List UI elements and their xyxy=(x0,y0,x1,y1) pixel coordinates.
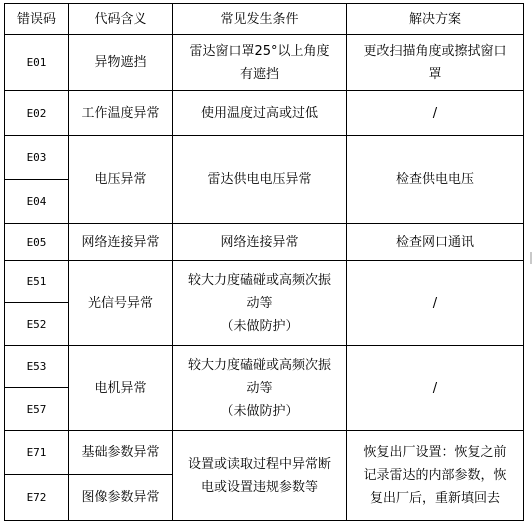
header-condition: 常见发生条件 xyxy=(173,4,347,35)
condition-cell: 使用温度过高或过低 xyxy=(173,91,347,136)
condition-line: 电或设置违规参数等 xyxy=(200,479,318,495)
code-meaning-cell: 光信号异常 xyxy=(69,261,173,346)
error-code-table xyxy=(4,3,524,521)
solution-line: 罩 xyxy=(428,66,442,82)
condition-line: 较大力度磕碰或高频次振 xyxy=(187,272,331,288)
code-meaning-cell: 图像参数异常 xyxy=(69,475,173,521)
table-row xyxy=(5,346,524,388)
solution-cell xyxy=(347,431,524,521)
table-row xyxy=(5,261,524,303)
header-error-code: 错误码 xyxy=(5,4,69,35)
header-row xyxy=(5,4,524,35)
condition-cell xyxy=(173,346,347,431)
error-code-cell: E57 xyxy=(5,388,69,431)
solution-cell: 检查供电电压 xyxy=(347,136,524,224)
code-meaning-cell: 电压异常 xyxy=(69,136,173,224)
error-code-cell: E71 xyxy=(5,431,69,475)
code-meaning-cell: 异物遮挡 xyxy=(69,35,173,91)
error-code-cell: E51 xyxy=(5,261,69,303)
condition-line: 有遮挡 xyxy=(239,66,279,82)
table-row xyxy=(5,431,524,475)
error-code-cell: E05 xyxy=(5,224,69,261)
condition-line: 动等 xyxy=(246,295,273,311)
header-code-meaning: 代码含义 xyxy=(69,4,173,35)
header-solution: 解决方案 xyxy=(347,4,524,35)
condition-line: （未做防护） xyxy=(220,403,299,419)
condition-cell: 雷达供电电压异常 xyxy=(173,136,347,224)
error-code-cell: E53 xyxy=(5,346,69,388)
code-meaning-cell: 工作温度异常 xyxy=(69,91,173,136)
condition-cell: 网络连接异常 xyxy=(173,224,347,261)
error-code-cell: E72 xyxy=(5,475,69,521)
solution-cell: / xyxy=(347,261,524,346)
table-row xyxy=(5,224,524,261)
solution-cell: / xyxy=(347,346,524,431)
table-row xyxy=(5,136,524,180)
condition-cell xyxy=(173,35,347,91)
solution-line: 记录雷达的内部参数，恢 xyxy=(363,468,507,483)
condition-cell xyxy=(173,261,347,346)
error-code-cell: E01 xyxy=(5,35,69,91)
table-row xyxy=(5,91,524,136)
error-code-cell: E03 xyxy=(5,136,69,180)
solution-cell: 检查网口通讯 xyxy=(347,224,524,261)
condition-line: 雷达窗口罩25°以上角度 xyxy=(189,43,330,59)
code-meaning-cell: 基础参数异常 xyxy=(69,431,173,475)
condition-line: （未做防护） xyxy=(220,318,299,334)
condition-line: 动等 xyxy=(246,380,273,396)
solution-cell xyxy=(347,35,524,91)
error-code-cell: E04 xyxy=(5,180,69,224)
error-code-cell: E52 xyxy=(5,303,69,346)
error-code-cell: E02 xyxy=(5,91,69,136)
solution-line: 复出厂后，重新填回去 xyxy=(369,491,500,506)
condition-cell xyxy=(173,431,347,521)
solution-cell: / xyxy=(347,91,524,136)
condition-line: 较大力度磕碰或高频次振 xyxy=(187,357,331,373)
code-meaning-cell: 网络连接异常 xyxy=(69,224,173,261)
code-meaning-cell: 电机异常 xyxy=(69,346,173,431)
condition-line: 设置或读取过程中异常断 xyxy=(187,456,331,472)
solution-line: 更改扫描角度或擦拭窗口 xyxy=(363,43,507,59)
table-row xyxy=(5,35,524,91)
solution-line: 恢复出厂设置：恢复之前 xyxy=(363,445,507,460)
